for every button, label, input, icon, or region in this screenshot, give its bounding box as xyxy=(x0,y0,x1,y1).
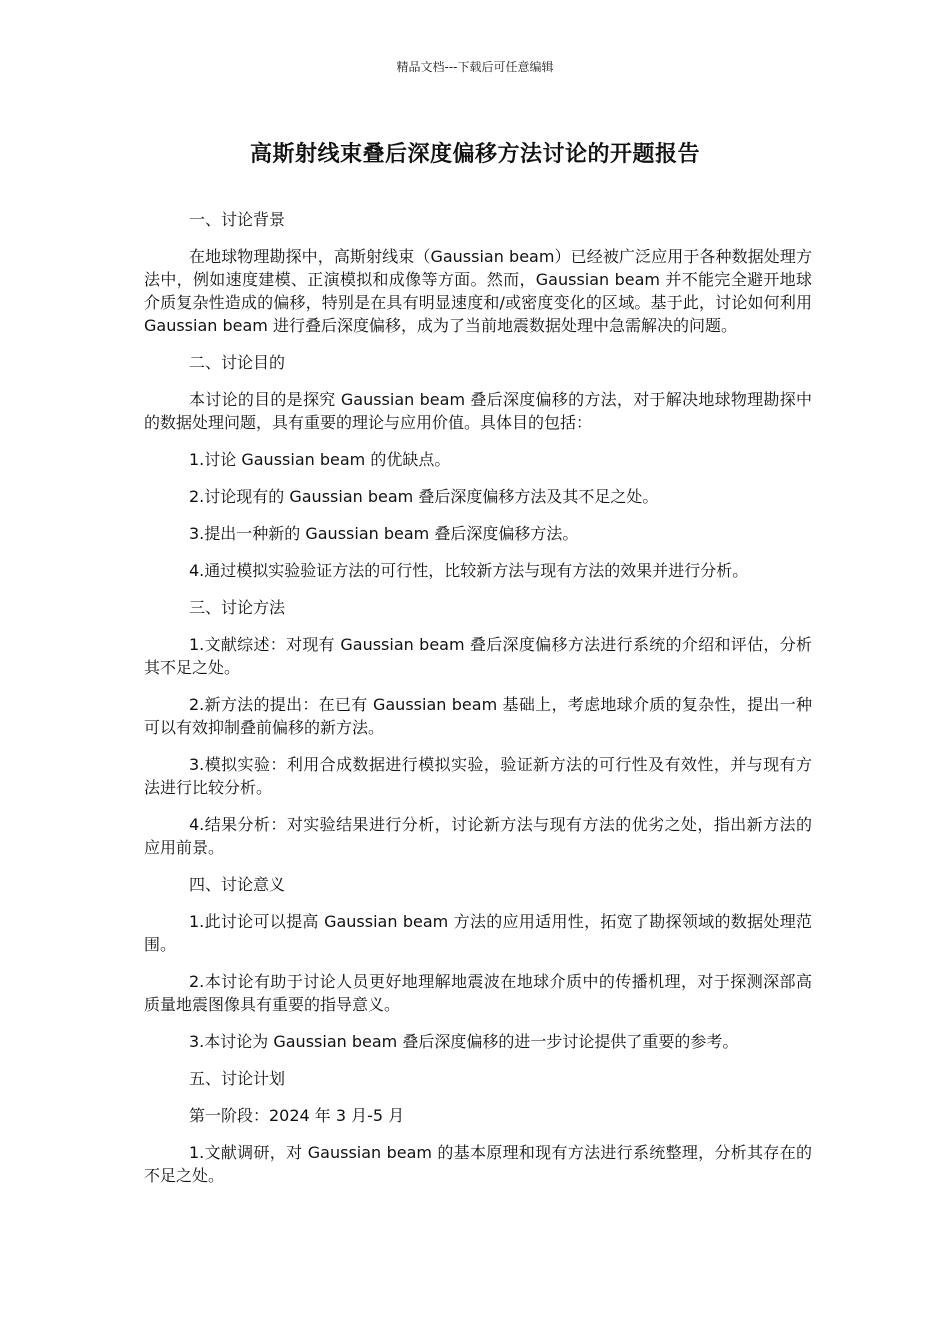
list-item-method-1: 1.文献综述：对现有 Gaussian beam 叠后深度偏移方法进行系统的介绍和评估，分析其不足之处。 xyxy=(144,635,812,677)
paragraph-purpose-intro: 本讨论的目的是探究 Gaussian beam 叠后深度偏移的方法，对于解决地球物理勘探中的数据处理问题，具有重要的理论与应用价值。具体目的包括： xyxy=(144,390,812,432)
section-heading-method: 三、讨论方法 xyxy=(189,598,286,617)
list-item-method-2: 2.新方法的提出：在已有 Gaussian beam 基础上，考虑地球介质的复杂性，提出一种可以有效抑制叠前偏移的新方法。 xyxy=(144,695,812,737)
document-body xyxy=(144,208,812,1201)
section-heading-significance: 四、讨论意义 xyxy=(189,875,286,894)
list-item-purpose-3: 3.提出一种新的 Gaussian beam 叠后深度偏移方法。 xyxy=(189,524,579,543)
list-item-method-3: 3.模拟实验：利用合成数据进行模拟实验，验证新方法的可行性及有效性，并与现有方法进行比较分析。 xyxy=(144,755,812,797)
section-heading-plan: 五、讨论计划 xyxy=(189,1069,286,1088)
paragraph-background: 在地球物理勘探中，高斯射线束（Gaussian beam）已经被广泛应用于各种数据处理方法中，例如速度建模、正演模拟和成像等方面。然而，Gaussian beam 并不能完全避开地球介质复杂性造成的偏移，特别是在具有明显速度和/或密度变化的区域。基于此，讨论如何利用 Gaussian beam 进行叠后深度偏移，成为了当前地震数据处理中急需解决的问题。 xyxy=(144,247,812,335)
list-item-purpose-1: 1.讨论 Gaussian beam 的优缺点。 xyxy=(189,450,451,469)
section-heading-purpose: 二、讨论目的 xyxy=(189,353,286,372)
section-heading-background: 一、讨论背景 xyxy=(189,210,286,229)
list-item-significance-1: 1.此讨论可以提高 Gaussian beam 方法的应用适用性，拓宽了勘探领域的数据处理范围。 xyxy=(144,912,812,954)
list-item-plan-1: 1.文献调研，对 Gaussian beam 的基本原理和现有方法进行系统整理，分析其存在的不足之处。 xyxy=(144,1143,812,1185)
page-header: 精品文档---下载后可任意编辑 xyxy=(396,60,554,74)
document-title: 高斯射线束叠后深度偏移方法讨论的开题报告 xyxy=(249,142,700,167)
list-item-significance-3: 3.本讨论为 Gaussian beam 叠后深度偏移的进一步讨论提供了重要的参考。 xyxy=(189,1032,739,1051)
plan-stage-1: 第一阶段：2024 年 3 月-5 月 xyxy=(189,1106,405,1125)
list-item-purpose-4: 4.通过模拟实验验证方法的可行性，比较新方法与现有方法的效果并进行分析。 xyxy=(189,561,749,580)
list-item-significance-2: 2.本讨论有助于讨论人员更好地理解地震波在地球介质中的传播机理，对于探测深部高质量地震图像具有重要的指导意义。 xyxy=(144,972,812,1014)
list-item-method-4: 4.结果分析：对实验结果进行分析，讨论新方法与现有方法的优劣之处，指出新方法的应用前景。 xyxy=(144,815,812,857)
list-item-purpose-2: 2.讨论现有的 Gaussian beam 叠后深度偏移方法及其不足之处。 xyxy=(189,487,659,506)
